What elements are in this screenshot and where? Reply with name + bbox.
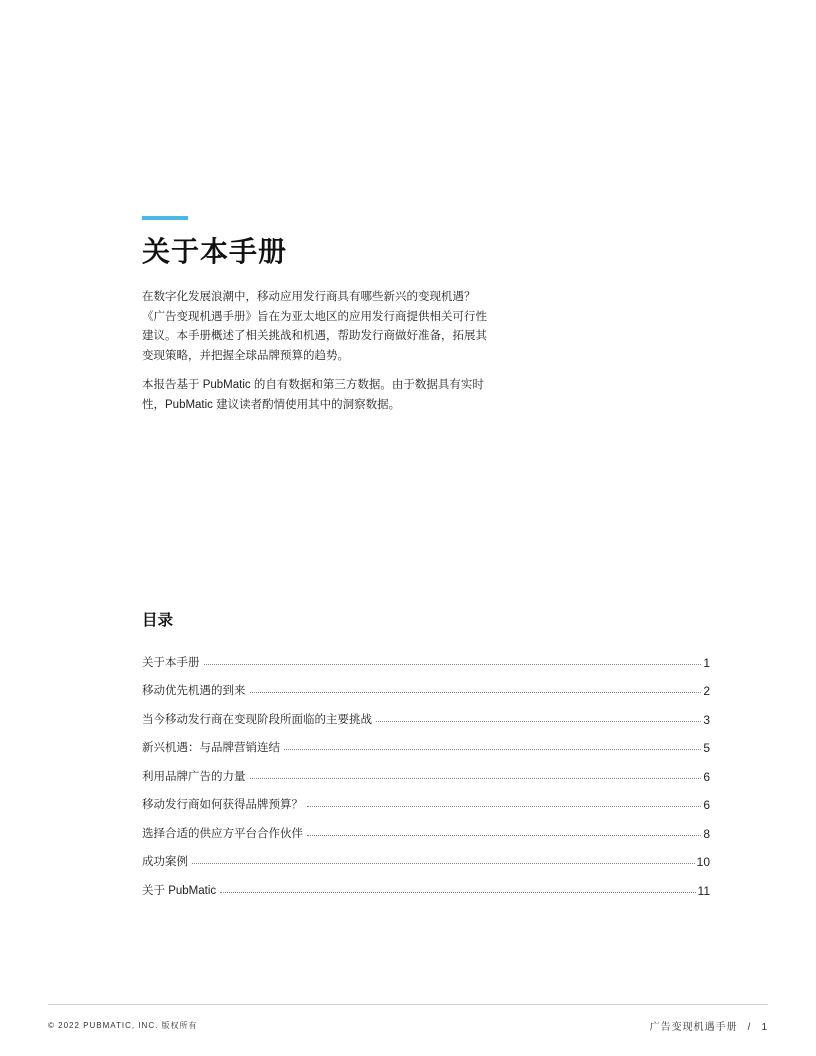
toc-item-page: 8	[703, 826, 710, 841]
footer-doc-title: 广告变现机遇手册	[649, 1022, 738, 1033]
toc-item-label: 成功案例	[142, 856, 188, 868]
toc-item-page: 11	[697, 883, 710, 898]
toc-title: 目录	[142, 612, 174, 629]
toc-item-challenges[interactable]	[142, 698, 710, 727]
toc-item-mobile-first[interactable]	[142, 670, 710, 699]
toc-item-label: 新兴机遇：与品牌营销连结	[142, 742, 280, 754]
toc-item-brand-connection[interactable]	[142, 727, 710, 756]
toc-item-label: 关于本手册	[142, 656, 200, 669]
intro-paragraph-2: 本报告基于 PubMatic 的自有数据和第三方数据。由于数据具有实时性，PubMatic 建议读者酌情使用其中的洞察数据。	[142, 379, 484, 411]
toc-item-page: 10	[696, 855, 710, 869]
toc-item-label: 移动发行商如何获得品牌预算？	[142, 799, 303, 811]
footer-separator: /	[747, 1022, 752, 1033]
toc-item-page: 1	[703, 655, 710, 670]
toc-dot-leader	[307, 835, 701, 836]
toc-dot-leader	[284, 749, 701, 750]
toc-item-case-studies[interactable]	[142, 841, 710, 870]
footer-page-number: 1	[761, 1022, 768, 1033]
footer-page-info	[650, 1018, 768, 1033]
toc-item-page: 3	[703, 712, 710, 727]
toc-item-label: 当今移动发行商在变现阶段所面临的主要挑战	[142, 713, 372, 726]
toc-dot-leader	[250, 778, 702, 779]
page-title: 关于本手册	[142, 236, 288, 267]
toc-dot-leader	[250, 692, 702, 693]
intro-section	[142, 288, 492, 425]
toc-item-label: 选择合适的供应方平台合作伙伴	[142, 827, 303, 840]
intro-paragraph-1: 在数字化发展浪潮中，移动应用发行商具有哪些新兴的变现机遇？《广告变现机遇手册》旨在为亚太地区的应用发行商提供相关可行性建议。本手册概述了相关挑战和机遇，帮助发行商做好准备，拓展其变现策略，并把握全球品牌预算的趋势。	[142, 291, 487, 362]
table-of-contents	[142, 641, 710, 898]
toc-item-page: 5	[703, 741, 710, 755]
title-accent-bar	[142, 216, 188, 220]
toc-dot-leader	[192, 863, 695, 864]
toc-item-label: 移动优先机遇的到来	[142, 685, 246, 697]
footer-divider	[48, 1004, 768, 1005]
toc-item-about-handbook[interactable]	[142, 641, 710, 670]
toc-item-page: 6	[703, 798, 710, 812]
toc-item-label: 关于 PubMatic	[142, 884, 217, 897]
toc-item-page: 2	[703, 684, 710, 698]
toc-dot-leader	[220, 892, 695, 893]
toc-dot-leader	[376, 721, 701, 722]
toc-item-page: 6	[703, 769, 710, 784]
toc-item-brand-budget[interactable]	[142, 784, 710, 813]
toc-item-brand-advertising[interactable]	[142, 755, 710, 784]
toc-item-ssp-partner[interactable]	[142, 812, 710, 841]
footer-copyright: © 2022 PUBMATIC, INC. 版权所有	[48, 1021, 198, 1030]
toc-dot-leader	[204, 664, 702, 665]
toc-dot-leader	[307, 806, 701, 807]
toc-item-label: 利用品牌广告的力量	[142, 770, 246, 783]
toc-item-about-pubmatic[interactable]	[142, 869, 710, 898]
